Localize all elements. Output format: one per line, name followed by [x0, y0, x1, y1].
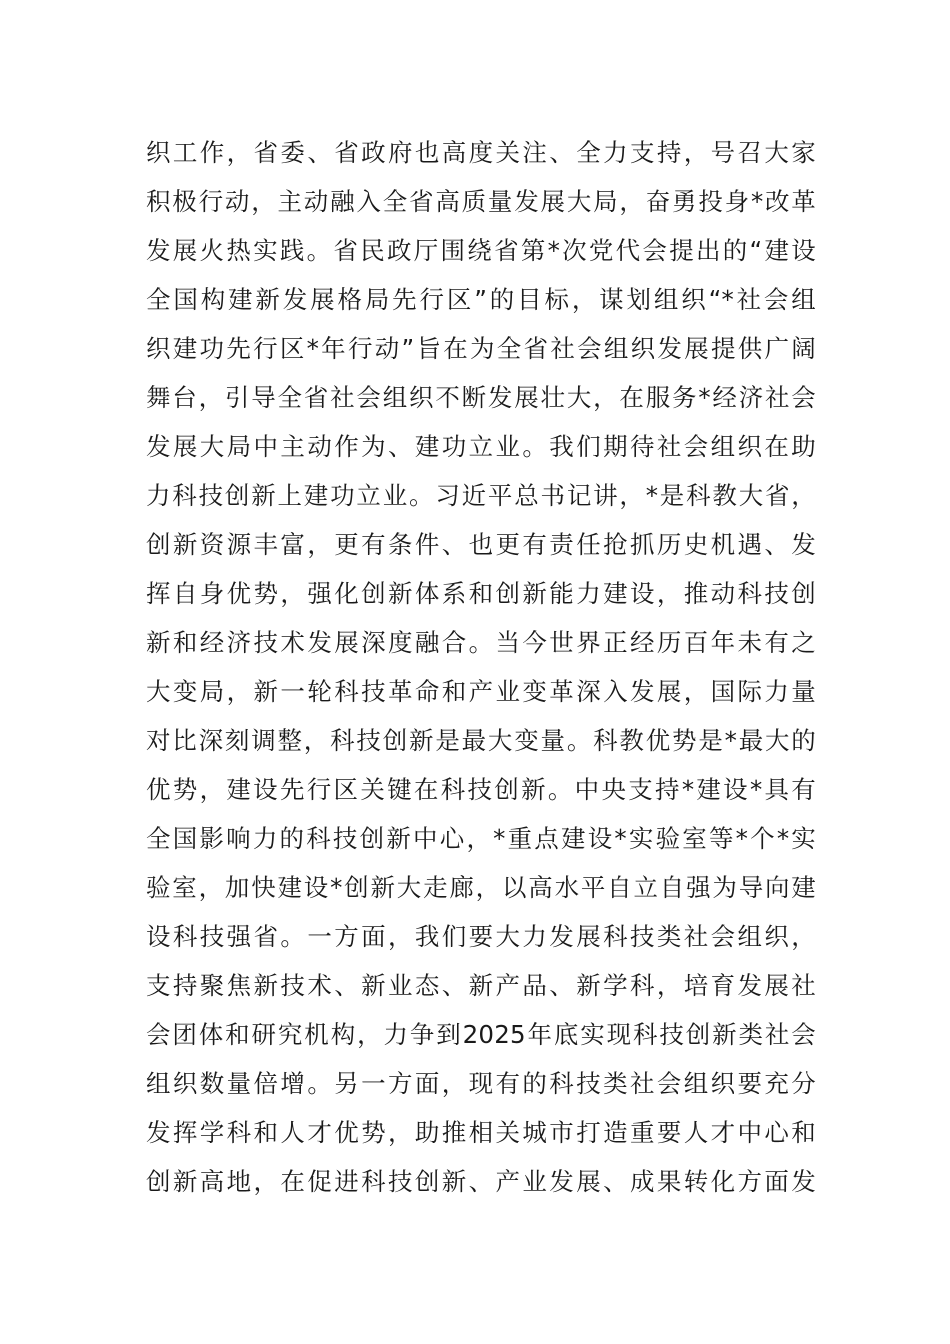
text-line: 优势，建设先行区关键在科技创新。中央支持*建设*具有 — [146, 775, 816, 804]
text-line: 力科技创新上建功立业。习近平总书记讲，*是科教大省， — [146, 481, 816, 510]
text-line: 新和经济技术发展深度融合。当今世界正经历百年未有之 — [146, 628, 816, 657]
text-line: 支持聚焦新技术、新业态、新产品、新学科，培育发展社 — [146, 971, 816, 1000]
text-line: 积极行动，主动融入全省高质量发展大局，奋勇投身*改革 — [146, 187, 816, 216]
text-line: 舞台，引导全省社会组织不断发展壮大，在服务*经济社会 — [146, 383, 816, 412]
text-line: 织工作，省委、省政府也高度关注、全力支持，号召大家 — [146, 138, 816, 167]
text-line: 会团体和研究机构，力争到2025年底实现科技创新类社会 — [146, 1020, 816, 1049]
text-line: 全国构建新发展格局先行区”的目标，谋划组织“*社会组 — [146, 285, 816, 314]
text-line: 发展火热实践。省民政厅围绕省第*次党代会提出的“建设 — [146, 236, 816, 265]
text-line: 设科技强省。一方面，我们要大力发展科技类社会组织， — [146, 922, 816, 951]
text-line: 挥自身优势，强化创新体系和创新能力建设，推动科技创 — [146, 579, 816, 608]
text-line: 全国影响力的科技创新中心，*重点建设*实验室等*个*实 — [146, 824, 816, 853]
body-text — [146, 128, 816, 1206]
text-line: 织建功先行区*年行动”旨在为全省社会组织发展提供广阔 — [146, 334, 816, 363]
text-line: 创新资源丰富，更有条件、也更有责任抢抓历史机遇、发 — [146, 530, 816, 559]
text-line: 发挥学科和人才优势，助推相关城市打造重要人才中心和 — [146, 1118, 816, 1147]
text-line: 组织数量倍增。另一方面，现有的科技类社会组织要充分 — [146, 1069, 816, 1098]
text-line: 创新高地，在促进科技创新、产业发展、成果转化方面发 — [146, 1167, 816, 1196]
text-line: 对比深刻调整，科技创新是最大变量。科教优势是*最大的 — [146, 726, 816, 755]
text-line: 发展大局中主动作为、建功立业。我们期待社会组织在助 — [146, 432, 816, 461]
text-line: 大变局，新一轮科技革命和产业变革深入发展，国际力量 — [146, 677, 816, 706]
text-line: 验室，加快建设*创新大走廊，以高水平自立自强为导向建 — [146, 873, 816, 902]
